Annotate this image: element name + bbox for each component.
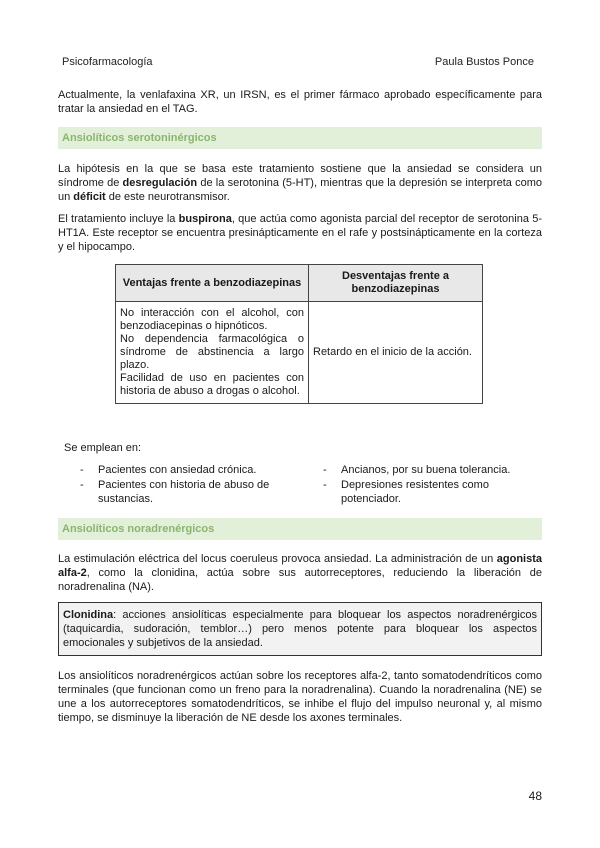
buspirona-paragraph (58, 212, 542, 254)
dash-bullet: - (323, 464, 327, 476)
list-item-text: Pacientes con ansiedad crónica. (98, 464, 257, 476)
text-run: La hipótesis en la que se basa este tratamiento sostiene que la ansiedad se considera un síndrome de (58, 163, 542, 189)
text-run: El tratamiento incluye la (58, 213, 179, 225)
locus-coeruleus-paragraph (58, 552, 542, 594)
section-heading-serotonergic: Ansiolíticos serotoninérgicos (58, 127, 542, 149)
alpha2-receptors-paragraph: Los ansiolíticos noradrenérgicos actúan sobre los receptores alfa-2, tanto somatodendríticos como terminales (que funcionan como un freno para la noradrenalina). Cuando la noradrenalina (NE) se une a los autorreceptores somatodendríticos, se inhibe el flujo del impulso neuronal y, al mismo tiempo, se disminuye la liberación de NE desde los axones terminales. (58, 670, 542, 724)
intro-paragraph: Actualmente, la venlafaxina XR, un IRSN, es el primer fármaco aprobado específicamente para tratar la ansiedad en el TAG. (58, 89, 542, 115)
text-run: La estimulación eléctrica del locus coeruleus provoca ansiedad. La administración de un (58, 553, 497, 565)
text-run: , como la clonidina, actúa sobre sus autorreceptores, reduciendo la liberación de noradrenalina (NA). (58, 567, 542, 593)
dash-bullet: - (323, 479, 327, 491)
list-item-text: Ancianos, por su buena tolerancia. (341, 464, 511, 476)
uses-intro: Se emplean en: (64, 442, 142, 454)
text-run: : acciones ansiolíticas especialmente para bloquear los aspectos noradrenérgicos (taquicardia, sudoración, temblor…) pero menos potente para bloquear los aspectos emocionales y subjetivos de la ansiedad. (63, 609, 537, 649)
uses-list-right (323, 463, 543, 507)
text-run: de la serotonina (5-HT), mientras que la depresión se interpreta como un (58, 177, 542, 203)
list-item (323, 478, 543, 506)
comparison-table (115, 264, 483, 404)
list-item-text: Depresiones resistentes como potenciador. (341, 479, 489, 505)
header-course-title: Psicofarmacología (62, 56, 153, 68)
table-header-pros: Ventajas frente a benzodiazepinas (116, 265, 309, 302)
table-header-cons: Desventajas frente a benzodiazepinas (309, 265, 483, 302)
list-item (323, 463, 543, 477)
bold-term-deficit: déficit (73, 191, 106, 203)
bold-term-clonidina: Clonidina (63, 609, 114, 621)
clonidina-callout-box (58, 602, 542, 656)
pros-item: No dependencia farmacológica o síndrome de abstinencia a largo plazo. (120, 333, 304, 371)
list-item-text: Pacientes con historia de abuso de sustancias. (98, 479, 270, 505)
dash-bullet: - (80, 479, 84, 491)
pros-item: No interacción con el alcohol, con benzodiacepinas o hipnóticos. (120, 307, 304, 332)
table-cell-pros (116, 302, 309, 404)
bold-term-buspirona: buspirona (178, 213, 232, 225)
text-run: , que actúa como agonista parcial del receptor de serotonina 5-HT1A. Este receptor se encuentra presinápticamente en el rafe y postsinápticamente en la corteza y el hipocampo. (58, 213, 542, 253)
list-item (80, 463, 300, 477)
list-item (80, 478, 300, 506)
uses-list-left (80, 463, 300, 507)
bold-term-agonista-alfa2: agonista alfa-2 (58, 553, 542, 579)
table-row (116, 302, 483, 404)
dash-bullet: - (80, 464, 84, 476)
table-header-row (116, 265, 483, 302)
pros-item: Facilidad de uso en pacientes con historia de abuso a drogas o alcohol. (120, 372, 304, 397)
section-heading-noradrenergic: Ansiolíticos noradrenérgicos (58, 518, 542, 540)
table-cell-cons: Retardo en el inicio de la acción. (309, 302, 483, 404)
header-author: Paula Bustos Ponce (434, 56, 534, 68)
serotonergic-hypothesis-paragraph (58, 162, 542, 204)
bold-term-desregulacion: desregulación (122, 177, 198, 189)
text-run: de este neurotransmisor. (105, 191, 230, 203)
page-number: 48 (528, 789, 542, 803)
